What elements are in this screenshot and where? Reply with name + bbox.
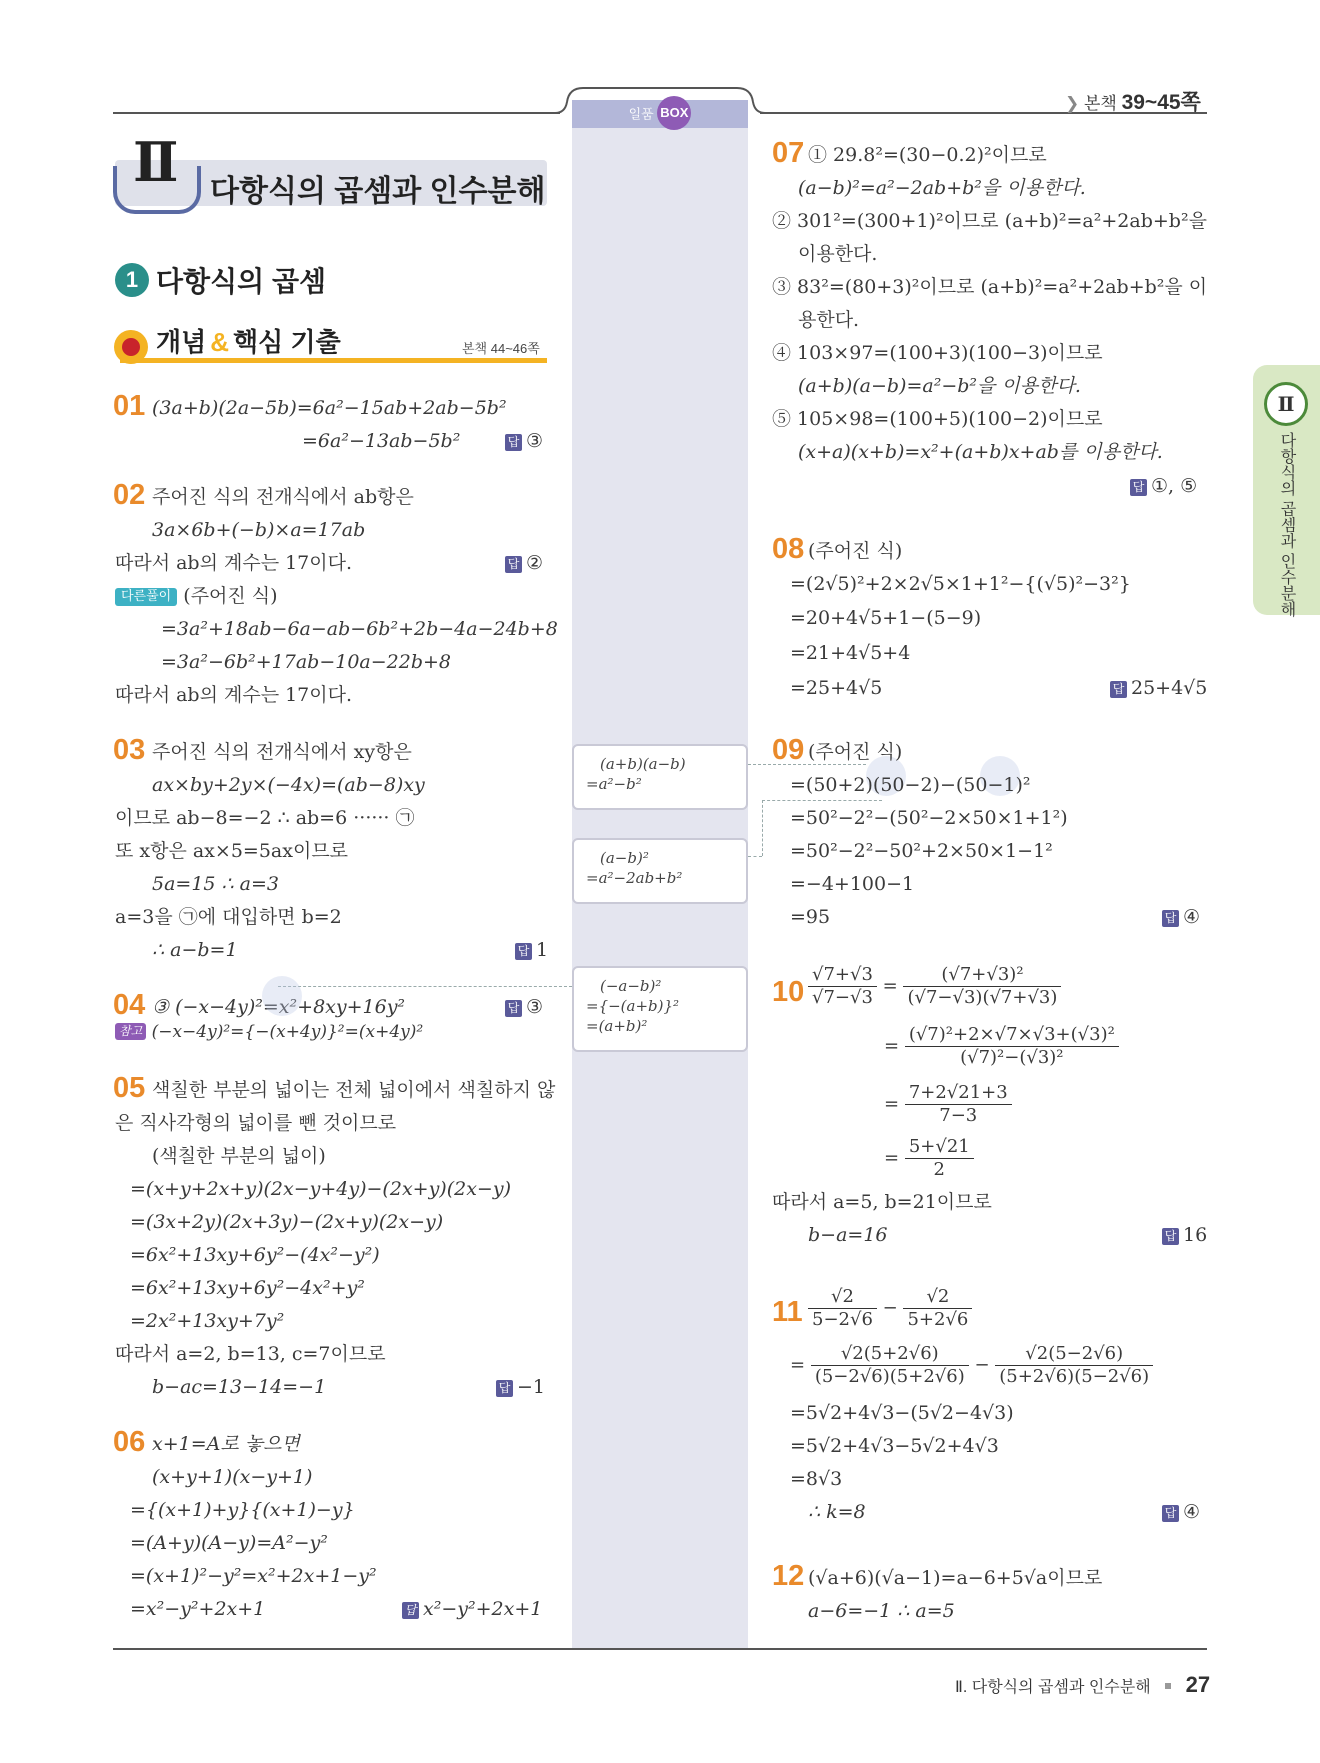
problem-03-line3: 이므로 ab−8=−2 ∴ ab=6 ······ ㉠ <box>115 807 415 829</box>
problem-11-number: 11 <box>772 1296 803 1328</box>
connector-09a <box>748 764 866 765</box>
problem-03-line5: 5a=15 ∴ a=3 <box>152 873 280 895</box>
problem-11-line4: ∴ k=8 <box>808 1501 866 1523</box>
problem-07-line8: (a+b)(a−b)=a²−b²을 이용한다. <box>798 375 1081 397</box>
problem-10-answer: 답 16 <box>1162 1223 1207 1247</box>
problem-07-line4: 이용한다. <box>798 243 878 265</box>
problem-06-line1: x+1=A로 놓으면 <box>152 1433 300 1455</box>
section-number: 1 <box>115 263 149 297</box>
problem-04-line1: ③ (−x−4y)²=x²+8xy+16y² <box>152 996 406 1018</box>
fraction: $\frac{√2(5+2√6)}{(5-2√6)(5+2√6)}$ <box>811 1343 969 1388</box>
problem-10-eq1: $\frac{√7+√3}{√7-√3}$ = $\frac{\text{(√7+√3)²}}{(√7-√3)(√7+√3)}$ <box>808 964 1061 1009</box>
problem-07-line10: (x+a)(x+b)=x²+(a+b)x+ab를 이용한다. <box>798 441 1163 463</box>
fraction: $\frac{√7+√3}{√7-√3}$ <box>808 964 877 1009</box>
page-number: 27 <box>1185 1672 1211 1697</box>
top-rule-left <box>113 112 560 114</box>
fraction: $\frac{√2}{5+2√6}$ <box>903 1286 972 1331</box>
problem-11-answer: 답 ④ <box>1162 1500 1200 1524</box>
problem-09-line1: (주어진 식) <box>808 741 903 763</box>
answer-mark-icon: 답 <box>505 434 522 451</box>
section-title: 다항식의 곱셈 <box>156 266 327 297</box>
chapter-roman: Ⅱ <box>133 130 179 194</box>
problem-02-line4: 다른풀이 (주어진 식) <box>115 584 278 608</box>
problem-10-line2: b−a=16 <box>808 1224 888 1246</box>
problem-08-line1: (주어진 식) <box>808 540 903 562</box>
problem-07-line3: ② 301²=(300+1)²이므로 (a+b)²=a²+2ab+b²을 <box>772 210 1207 232</box>
problem-09-line5: =−4+100−1 <box>790 873 915 895</box>
connector-04 <box>278 986 572 987</box>
center-tab-prefix: 일품 <box>628 106 654 122</box>
connector-09b <box>762 800 882 801</box>
problem-11-line2: =5√2+4√3−5√2+4√3 <box>790 1435 999 1457</box>
bottom-rule <box>113 1648 1207 1650</box>
subsection-pages: 본책 44~46쪽 <box>462 341 540 356</box>
header-ref-label: 본책 <box>1083 94 1117 113</box>
problem-02-line1: 주어진 식의 전개식에서 ab항은 <box>152 486 414 508</box>
problem-02-answer: 답 ② <box>505 551 543 575</box>
problem-09-line3: =50²−2²−(50²−2×50×1+1²) <box>790 807 1068 829</box>
problem-01-number: 01 <box>113 390 146 422</box>
center-tab-label <box>572 100 748 128</box>
problem-11-eq2: = $\frac{√2(5+2√6)}{(5-2√6)(5+2√6)}$ − $\frac{√2(5-2√6)}{(5+2√6)(5-2√6)}$ <box>790 1343 1153 1388</box>
problem-04-answer: 답 ③ <box>505 995 543 1019</box>
problem-01-line2: =6a²−13ab−5b² <box>302 430 461 452</box>
problem-03-line1: 주어진 식의 전개식에서 xy항은 <box>152 741 412 763</box>
fraction: $\frac{\text{(√7+√3)²}}{(√7-√3)(√7+√3)}$ <box>903 964 1061 1009</box>
problem-08-answer: 답 25+4√5 <box>1110 676 1207 700</box>
problem-10-eq4: = $\frac{5+√21}{2}$ <box>884 1136 974 1181</box>
problem-03-line4: 또 x항은 ax×5=5ax이므로 <box>115 840 349 862</box>
header-ref <box>1065 86 1201 116</box>
problem-08-line4: =21+4√5+4 <box>790 642 911 664</box>
fraction: $\frac{5+√21}{2}$ <box>905 1136 974 1181</box>
fraction: $\frac{7+2√21+3}{7-3}$ <box>905 1082 1012 1127</box>
problem-12-line2: a−6=−1 ∴ a=5 <box>808 1600 955 1622</box>
connector-09b-end <box>748 856 762 857</box>
formula-box-2: (a−b)² =a²−2ab+b² <box>572 838 748 904</box>
fraction: $\frac{√2}{5-2√6}$ <box>808 1286 877 1331</box>
problem-07-answer: 답 ①, ⑤ <box>1130 474 1197 498</box>
problem-08-line3: =20+4√5+1−(5−9) <box>790 607 982 629</box>
problem-08-number: 08 <box>772 533 805 565</box>
problem-05-line8: =2x²+13xy+7y² <box>130 1310 285 1332</box>
problem-05-line9: 따라서 a=2, b=13, c=7이므로 <box>115 1343 386 1365</box>
problem-05-line7: =6x²+13xy+6y²−4x²+y² <box>130 1277 365 1299</box>
formula-box-3: (−a−b)² ={−(a+b)}² =(a+b)² <box>572 966 748 1052</box>
problem-07-line2: (a−b)²=a²−2ab+b²을 이용한다. <box>798 177 1086 199</box>
problem-04-line2: 참고 (−x−4y)²={−(x+4y)}²=(x+4y)² <box>115 1020 423 1044</box>
subsection-amp: & <box>210 327 230 357</box>
problem-05-line4: =(x+y+2x+y)(2x−y+4y)−(2x+y)(2x−y) <box>130 1178 512 1200</box>
subsection-title-a: 개념 <box>156 327 207 357</box>
problem-03-number: 03 <box>113 734 146 766</box>
problem-02-line3: 따라서 ab의 계수는 17이다. <box>115 552 353 574</box>
side-tab-roman: Ⅱ <box>1264 382 1308 426</box>
problem-05-answer: 답 −1 <box>496 1375 545 1399</box>
problem-10-eq2: = $\frac{\text{(√7)²+2×√7×√3+(√3)²}}{\text{(√7)²−(√3)²}}$ <box>884 1024 1119 1069</box>
subsection-dot-inner <box>122 338 140 356</box>
problem-07-line6: 용한다. <box>798 309 860 331</box>
problem-11-line1: =5√2+4√3−(5√2−4√3) <box>790 1402 1014 1424</box>
problem-03-answer: 답 1 <box>515 938 548 962</box>
problem-12-line1: (√a+6)(√a−1)=a−6+5√a이므로 <box>808 1567 1103 1589</box>
fraction: $\frac{\text{(√7)²+2×√7×√3+(√3)²}}{\text{(√7)²−(√3)²}}$ <box>905 1024 1119 1069</box>
problem-05-line5: =(3x+2y)(2x+3y)−(2x+y)(2x−y) <box>130 1211 444 1233</box>
problem-10-number: 10 <box>772 976 805 1008</box>
problem-05-line2: 은 직사각형의 넓이를 뺀 것이므로 <box>115 1112 397 1134</box>
problem-12-number: 12 <box>772 1560 805 1592</box>
problem-01-answer: 답 ③ <box>505 429 543 453</box>
problem-06-line3: ={(x+1)+y}{(x+1)−y} <box>130 1499 355 1521</box>
problem-05-number: 05 <box>113 1072 146 1104</box>
problem-03-line6: a=3을 ㉠에 대입하면 b=2 <box>115 906 342 928</box>
header-ref-pages: 39~45쪽 <box>1121 91 1201 114</box>
note-tag: 참고 <box>115 1023 146 1040</box>
problem-04-number: 04 <box>113 989 146 1021</box>
problem-07-number: 07 <box>772 137 805 169</box>
problem-02-line6: =3a²−6b²+17ab−10a−22b+8 <box>161 651 452 673</box>
formula-box-1: (a+b)(a−b) =a²−b² <box>572 744 748 810</box>
chevron-right-icon: ❯ <box>1065 94 1080 113</box>
problem-05-line10: b−ac=13−14=−1 <box>152 1376 327 1398</box>
problem-11-eq1: $\frac{√2}{5-2√6}$ − $\frac{√2}{5+2√6}$ <box>808 1286 972 1331</box>
problem-02-line2: 3a×6b+(−b)×a=17ab <box>152 519 366 541</box>
side-tab-label: 다항식의 곱셈과 인수분해 <box>1278 432 1295 617</box>
center-tab-badge: BOX <box>657 96 691 130</box>
problem-08-line2: =(2√5)²+2×2√5×1+1²−{(√5)²−3²} <box>790 573 1131 595</box>
problem-02-line7: 따라서 ab의 계수는 17이다. <box>115 684 353 706</box>
subsection-title-b: 핵심 기출 <box>233 327 341 357</box>
footer <box>955 1672 1210 1698</box>
problem-09-number: 09 <box>772 734 805 766</box>
problem-09-answer: 답 ④ <box>1162 905 1200 929</box>
problem-03-line7: ∴ a−b=1 <box>152 939 238 961</box>
footer-label: Ⅱ. 다항식의 곱셈과 인수분해 <box>955 1679 1151 1696</box>
connector-09b-vert <box>762 800 763 856</box>
problem-10-line1: 따라서 a=5, b=21이므로 <box>772 1191 992 1213</box>
footer-dot <box>1165 1683 1171 1689</box>
problem-02-line5: =3a²+18ab−6a−ab−6b²+2b−4a−24b+8 <box>161 618 558 640</box>
problem-05-line1: 색칠한 부분의 넓이는 전체 넓이에서 색칠하지 않 <box>152 1079 556 1101</box>
alt-solution-tag: 다른풀이 <box>115 588 177 606</box>
problem-02-number: 02 <box>113 479 146 511</box>
problem-05-line6: =6x²+13xy+6y²−(4x²−y²) <box>130 1244 380 1266</box>
chapter-title: 다항식의 곱셈과 인수분해 <box>210 175 546 208</box>
highlight-04 <box>262 976 302 1016</box>
problem-09-line4: =50²−2²−50²+2×50×1−1² <box>790 840 1053 862</box>
problem-06-number: 06 <box>113 1426 146 1458</box>
problem-10-eq3: = $\frac{7+2√21+3}{7-3}$ <box>884 1082 1012 1127</box>
problem-05-line3: (색칠한 부분의 넓이) <box>152 1145 326 1167</box>
problem-07-line7: ④ 103×97=(100+3)(100−3)이므로 <box>772 342 1103 364</box>
problem-09-line6: =95 <box>790 906 831 928</box>
problem-01-line1: (3a+b)(2a−5b)=6a²−15ab+2ab−5b² <box>152 397 507 419</box>
problem-06-line4: =(A+y)(A−y)=A²−y² <box>130 1532 328 1554</box>
problem-07-line1: ① 29.8²=(30−0.2)²이므로 <box>808 144 1047 166</box>
fraction: $\frac{√2(5-2√6)}{(5+2√6)(5-2√6)}$ <box>995 1343 1153 1388</box>
problem-06-line2: (x+y+1)(x−y+1) <box>152 1466 313 1488</box>
problem-06-line5: =(x+1)²−y²=x²+2x+1−y² <box>130 1565 377 1587</box>
subsection-title <box>156 322 341 359</box>
problem-06-answer: 답 x²−y²+2x+1 <box>402 1597 542 1621</box>
problem-07-line9: ⑤ 105×98=(100+5)(100−2)이므로 <box>772 408 1103 430</box>
problem-07-line5: ③ 83²=(80+3)²이므로 (a+b)²=a²+2ab+b²을 이 <box>772 276 1208 298</box>
problem-03-line2: ax×by+2y×(−4x)=(ab−8)xy <box>152 774 425 796</box>
problem-09-line2: =(50+2)(50−2)−(50−1)² <box>790 774 1031 796</box>
problem-08-line5: =25+4√5 <box>790 677 883 699</box>
problem-11-line3: =8√3 <box>790 1468 843 1490</box>
problem-06-line6: =x²−y²+2x+1 <box>130 1598 266 1620</box>
